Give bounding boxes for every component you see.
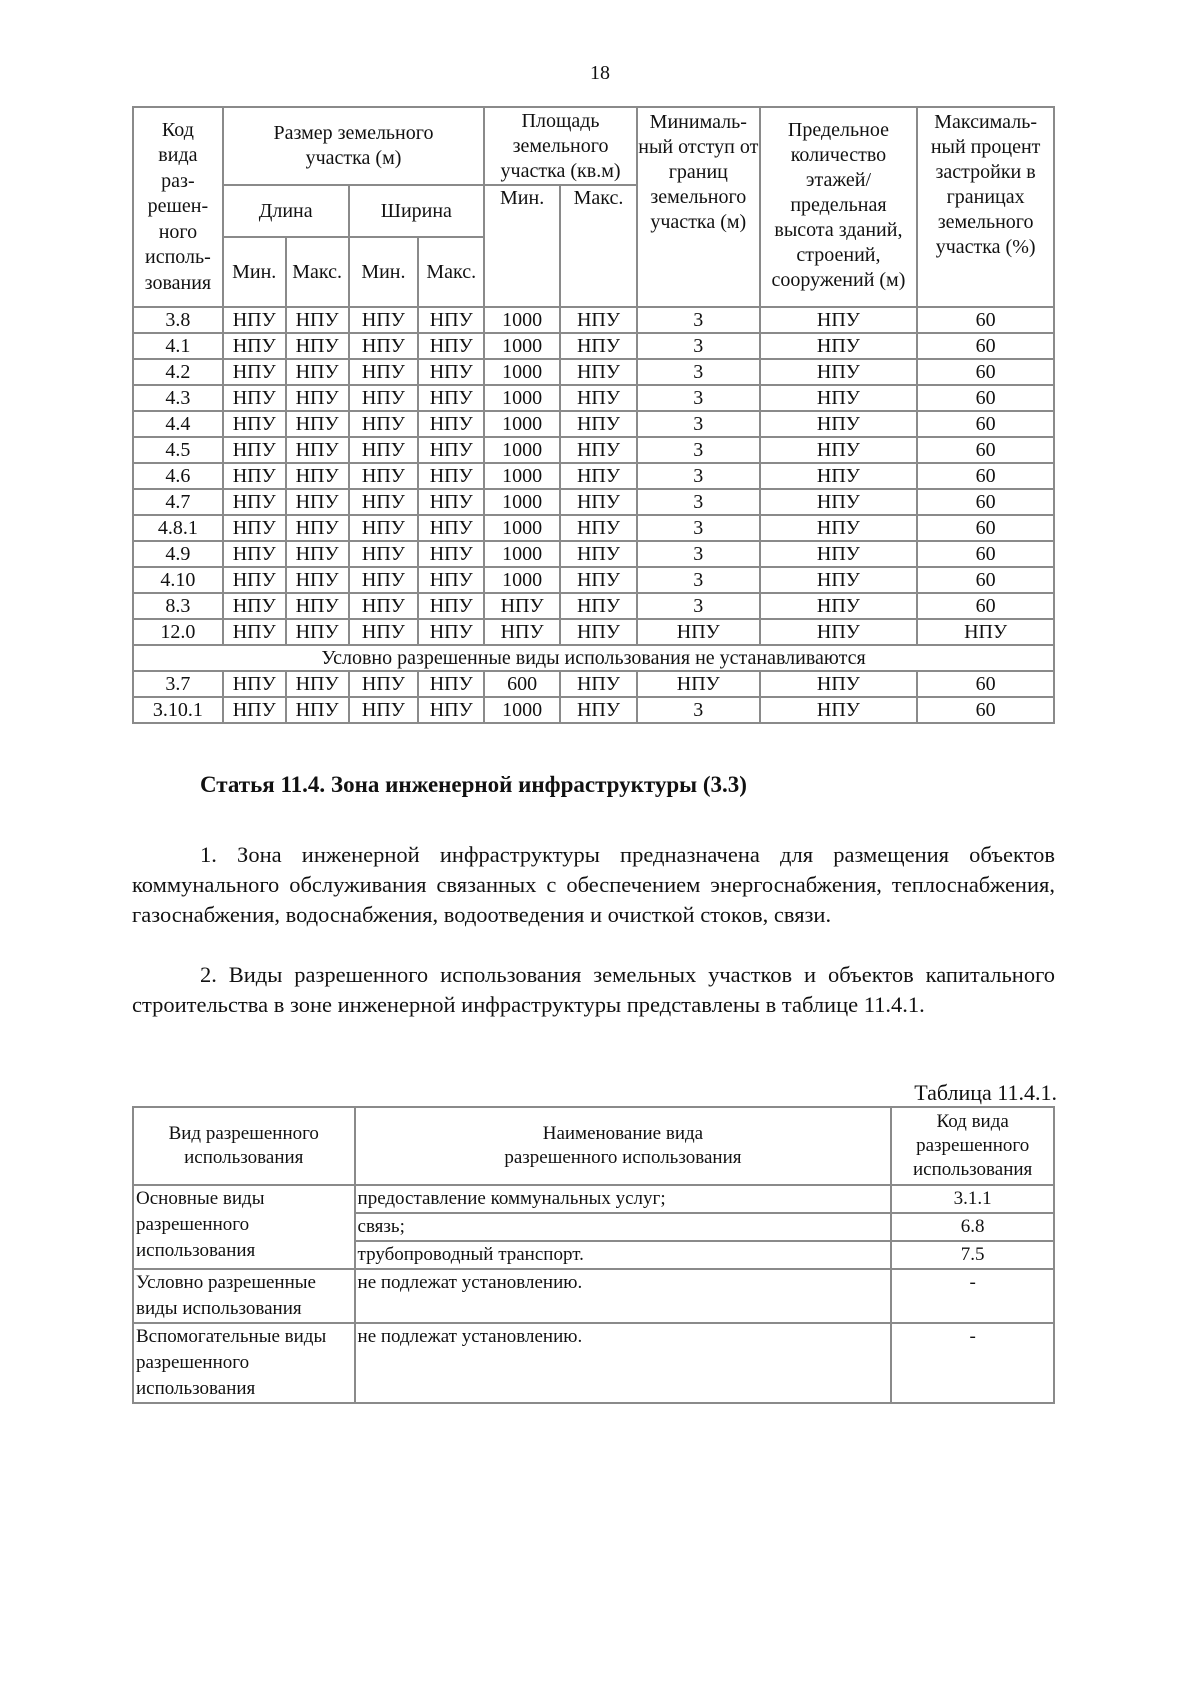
table-cell: НПУ: [418, 593, 484, 619]
table-cell: 1000: [484, 333, 560, 359]
table-cell: 60: [917, 411, 1054, 437]
table-cell: 60: [917, 385, 1054, 411]
table-row: [133, 515, 1054, 541]
use-name: связь;: [355, 1213, 892, 1241]
header-use-type: Вид разрешенного использования: [133, 1107, 355, 1185]
table-cell: НПУ: [349, 307, 419, 333]
table-cell: 60: [917, 515, 1054, 541]
table-cell: НПУ: [286, 307, 349, 333]
use-code: 3.1.1: [891, 1185, 1054, 1213]
table-cell: НПУ: [286, 385, 349, 411]
table-cell: НПУ: [286, 333, 349, 359]
table-cell: 60: [917, 671, 1054, 697]
table-row: [133, 463, 1054, 489]
table-row: [133, 333, 1054, 359]
use-type-auxiliary: Вспомогательные виды разрешенного использования: [133, 1323, 355, 1403]
use-code: -: [891, 1323, 1054, 1403]
table-cell: НПУ: [917, 619, 1054, 645]
table-cell: 3: [637, 697, 760, 723]
header-width-min: Мин.: [349, 237, 419, 307]
table-cell: НПУ: [349, 593, 419, 619]
table-cell: НПУ: [349, 515, 419, 541]
table-cell: 8.3: [133, 593, 223, 619]
table-cell: НПУ: [349, 463, 419, 489]
table-cell: НПУ: [418, 437, 484, 463]
header-area: Площадь земельного участка (кв.м): [484, 107, 637, 185]
table-cell: НПУ: [349, 385, 419, 411]
table-cell: НПУ: [223, 437, 286, 463]
table-cell: НПУ: [349, 411, 419, 437]
table-cell: НПУ: [560, 593, 637, 619]
header-size: Размер земельного участка (м): [223, 107, 484, 185]
table-cell: НПУ: [560, 515, 637, 541]
table-cell: НПУ: [760, 307, 918, 333]
table-cell: НПУ: [760, 541, 918, 567]
table-cell: НПУ: [286, 593, 349, 619]
table-cell: 4.10: [133, 567, 223, 593]
table-cell: 4.4: [133, 411, 223, 437]
table-cell: НПУ: [223, 307, 286, 333]
table-cell: 4.8.1: [133, 515, 223, 541]
table-cell: НПУ: [484, 619, 560, 645]
table-cell: НПУ: [760, 515, 918, 541]
table-cell: НПУ: [560, 567, 637, 593]
table-row: [133, 541, 1054, 567]
table-cell: 60: [917, 307, 1054, 333]
table-cell: 3: [637, 515, 760, 541]
table-cell: 12.0: [133, 619, 223, 645]
table-cell: 1000: [484, 541, 560, 567]
table-cell: 3: [637, 463, 760, 489]
table-row: [133, 671, 1054, 697]
table-cell: НПУ: [760, 333, 918, 359]
table-cell: НПУ: [286, 697, 349, 723]
table-cell: 60: [917, 463, 1054, 489]
table-cell: 600: [484, 671, 560, 697]
use-type-main: Основные виды разрешенного использования: [133, 1185, 355, 1269]
table-cell: 60: [917, 697, 1054, 723]
table-cell: 3: [637, 307, 760, 333]
table-cell: НПУ: [286, 515, 349, 541]
table-cell: 3.7: [133, 671, 223, 697]
conditional-note-row: [133, 645, 1054, 671]
table-cell: НПУ: [286, 567, 349, 593]
table-cell: 4.5: [133, 437, 223, 463]
table-cell: НПУ: [349, 567, 419, 593]
table-cell: 1000: [484, 697, 560, 723]
table-cell: НПУ: [760, 671, 918, 697]
table-cell: НПУ: [418, 619, 484, 645]
table-cell: НПУ: [760, 697, 918, 723]
header-width: Ширина: [349, 185, 485, 237]
table-cell: НПУ: [418, 463, 484, 489]
table-cell: 3: [637, 567, 760, 593]
table-row: [133, 697, 1054, 723]
header-use-name: Наименование вида разрешенного использования: [355, 1107, 892, 1185]
table-cell: НПУ: [223, 541, 286, 567]
header-setback: Минималь-ный отступ от границ земельного участка (м): [637, 107, 760, 307]
table-cell: НПУ: [223, 619, 286, 645]
table-cell: НПУ: [286, 489, 349, 515]
table-cell: 1000: [484, 489, 560, 515]
table-cell: НПУ: [286, 359, 349, 385]
table-cell: НПУ: [223, 411, 286, 437]
paragraph-2: 2. Виды разрешенного использования земельных участков и объектов капитального строительства в зоне инженерной инфраструктуры представлены в таблице 11.4.1.: [132, 962, 1055, 1017]
table-cell: НПУ: [223, 333, 286, 359]
table-cell: НПУ: [637, 671, 760, 697]
header-area-min: Мин.: [484, 185, 560, 307]
table-row: [133, 411, 1054, 437]
header-length-max: Макс.: [286, 237, 349, 307]
table-cell: НПУ: [418, 515, 484, 541]
table-cell: 3: [637, 489, 760, 515]
table-cell: НПУ: [760, 489, 918, 515]
table-cell: 1000: [484, 307, 560, 333]
table-cell: 4.7: [133, 489, 223, 515]
use-name: не подлежат установлению.: [355, 1323, 892, 1403]
table-cell: 3: [637, 437, 760, 463]
table-cell: НПУ: [286, 437, 349, 463]
table-cell: НПУ: [560, 411, 637, 437]
table-cell: НПУ: [418, 697, 484, 723]
use-name: не подлежат установлению.: [355, 1269, 892, 1323]
table-cell: НПУ: [349, 437, 419, 463]
table-cell: НПУ: [760, 359, 918, 385]
table-cell: 1000: [484, 437, 560, 463]
table-cell: 60: [917, 333, 1054, 359]
use-name: трубопроводный транспорт.: [355, 1241, 892, 1269]
table-cell: НПУ: [223, 593, 286, 619]
use-code: 7.5: [891, 1241, 1054, 1269]
table-cell: НПУ: [286, 671, 349, 697]
table-cell: НПУ: [560, 385, 637, 411]
table-cell: НПУ: [418, 307, 484, 333]
table-cell: НПУ: [223, 463, 286, 489]
table-cell: НПУ: [760, 463, 918, 489]
table-cell: 3: [637, 333, 760, 359]
header-area-max: Макс.: [560, 185, 637, 307]
table-cell: 4.2: [133, 359, 223, 385]
table-cell: НПУ: [560, 489, 637, 515]
use-name: предоставление коммунальных услуг;: [355, 1185, 892, 1213]
table-row: [133, 593, 1054, 619]
table-caption: Таблица 11.4.1.: [914, 1080, 1057, 1105]
table-cell: 3: [637, 593, 760, 619]
table-cell: 1000: [484, 515, 560, 541]
table-cell: НПУ: [223, 385, 286, 411]
table-cell: НПУ: [349, 333, 419, 359]
conditional-note: Условно разрешенные виды использования не устанавливаются: [133, 645, 1054, 671]
table-cell: НПУ: [760, 619, 918, 645]
table-cell: НПУ: [560, 463, 637, 489]
table-cell: НПУ: [418, 567, 484, 593]
table-row: [133, 567, 1054, 593]
table-cell: 3: [637, 541, 760, 567]
table-cell: НПУ: [223, 489, 286, 515]
table-cell: НПУ: [349, 619, 419, 645]
table-cell: 3: [637, 385, 760, 411]
table-cell: НПУ: [560, 359, 637, 385]
table-cell: 60: [917, 359, 1054, 385]
table-cell: НПУ: [286, 411, 349, 437]
table-cell: 4.3: [133, 385, 223, 411]
header-width-max: Макс.: [418, 237, 484, 307]
table-cell: 1000: [484, 385, 560, 411]
table-cell: НПУ: [560, 333, 637, 359]
table-row: [133, 619, 1054, 645]
table-row: [133, 489, 1054, 515]
table-cell: НПУ: [560, 619, 637, 645]
table-row: [133, 307, 1054, 333]
paragraph-1: 1. Зона инженерной инфраструктуры предназначена для размещения объектов коммунального обслуживания связанных с обеспечением энергоснабжения, теплоснабжения, газоснабжения, водоснабжения, водоотведения и очисткой стоков, связи.: [132, 842, 1055, 927]
table-cell: 60: [917, 567, 1054, 593]
page-number: 18: [590, 62, 610, 84]
table-cell: НПУ: [349, 489, 419, 515]
table-cell: НПУ: [560, 307, 637, 333]
table-cell: 1000: [484, 411, 560, 437]
table-cell: 4.1: [133, 333, 223, 359]
table-cell: НПУ: [349, 671, 419, 697]
table-cell: 4.6: [133, 463, 223, 489]
use-code: -: [891, 1269, 1054, 1323]
table-cell: НПУ: [223, 515, 286, 541]
table-cell: 3.10.1: [133, 697, 223, 723]
table-cell: НПУ: [223, 697, 286, 723]
use-type-conditional: Условно разрешенные виды использования: [133, 1269, 355, 1323]
table-cell: 3.8: [133, 307, 223, 333]
table-cell: 60: [917, 489, 1054, 515]
table-row: [133, 359, 1054, 385]
table-cell: 1000: [484, 567, 560, 593]
table-cell: НПУ: [637, 619, 760, 645]
table-cell: НПУ: [349, 541, 419, 567]
table-cell: 60: [917, 437, 1054, 463]
table-cell: 60: [917, 593, 1054, 619]
table-cell: НПУ: [286, 541, 349, 567]
table-cell: 4.9: [133, 541, 223, 567]
table-cell: НПУ: [418, 489, 484, 515]
land-parameters-table: [132, 106, 1055, 724]
header-code: Код вида раз- решен- ного исполь- зования: [133, 107, 223, 307]
table-cell: НПУ: [418, 541, 484, 567]
table-cell: НПУ: [560, 697, 637, 723]
table-cell: НПУ: [418, 411, 484, 437]
table-cell: НПУ: [560, 541, 637, 567]
table-cell: НПУ: [223, 359, 286, 385]
article-heading: Статья 11.4. Зона инженерной инфраструктуры (3.3): [200, 772, 747, 797]
table-cell: НПУ: [484, 593, 560, 619]
table-cell: НПУ: [418, 671, 484, 697]
table-cell: 3: [637, 411, 760, 437]
header-use-code: Код вида разрешенного использования: [891, 1107, 1054, 1185]
header-coverage: Максималь-ный процент застройки в границах земельного участка (%): [917, 107, 1054, 307]
table-cell: НПУ: [223, 671, 286, 697]
table-cell: НПУ: [760, 593, 918, 619]
table-cell: НПУ: [418, 359, 484, 385]
table-cell: НПУ: [349, 697, 419, 723]
table-cell: НПУ: [223, 567, 286, 593]
header-floors: Предельное количество этажей/ предельная высота зданий, строений, сооружений (м): [760, 107, 918, 307]
table-cell: НПУ: [560, 437, 637, 463]
table-cell: НПУ: [760, 411, 918, 437]
table-cell: 1000: [484, 359, 560, 385]
table-cell: НПУ: [418, 385, 484, 411]
table-cell: НПУ: [286, 619, 349, 645]
table-row: [133, 385, 1054, 411]
table-cell: НПУ: [760, 437, 918, 463]
table-cell: НПУ: [760, 567, 918, 593]
table-cell: НПУ: [349, 359, 419, 385]
permitted-use-table: [132, 1106, 1055, 1404]
table-cell: НПУ: [286, 463, 349, 489]
header-length-min: Мин.: [223, 237, 286, 307]
table-cell: НПУ: [560, 671, 637, 697]
table-cell: 3: [637, 359, 760, 385]
table-cell: 1000: [484, 463, 560, 489]
table-cell: НПУ: [418, 333, 484, 359]
table-cell: НПУ: [760, 385, 918, 411]
table-cell: 60: [917, 541, 1054, 567]
header-length: Длина: [223, 185, 349, 237]
table-row: [133, 437, 1054, 463]
use-code: 6.8: [891, 1213, 1054, 1241]
